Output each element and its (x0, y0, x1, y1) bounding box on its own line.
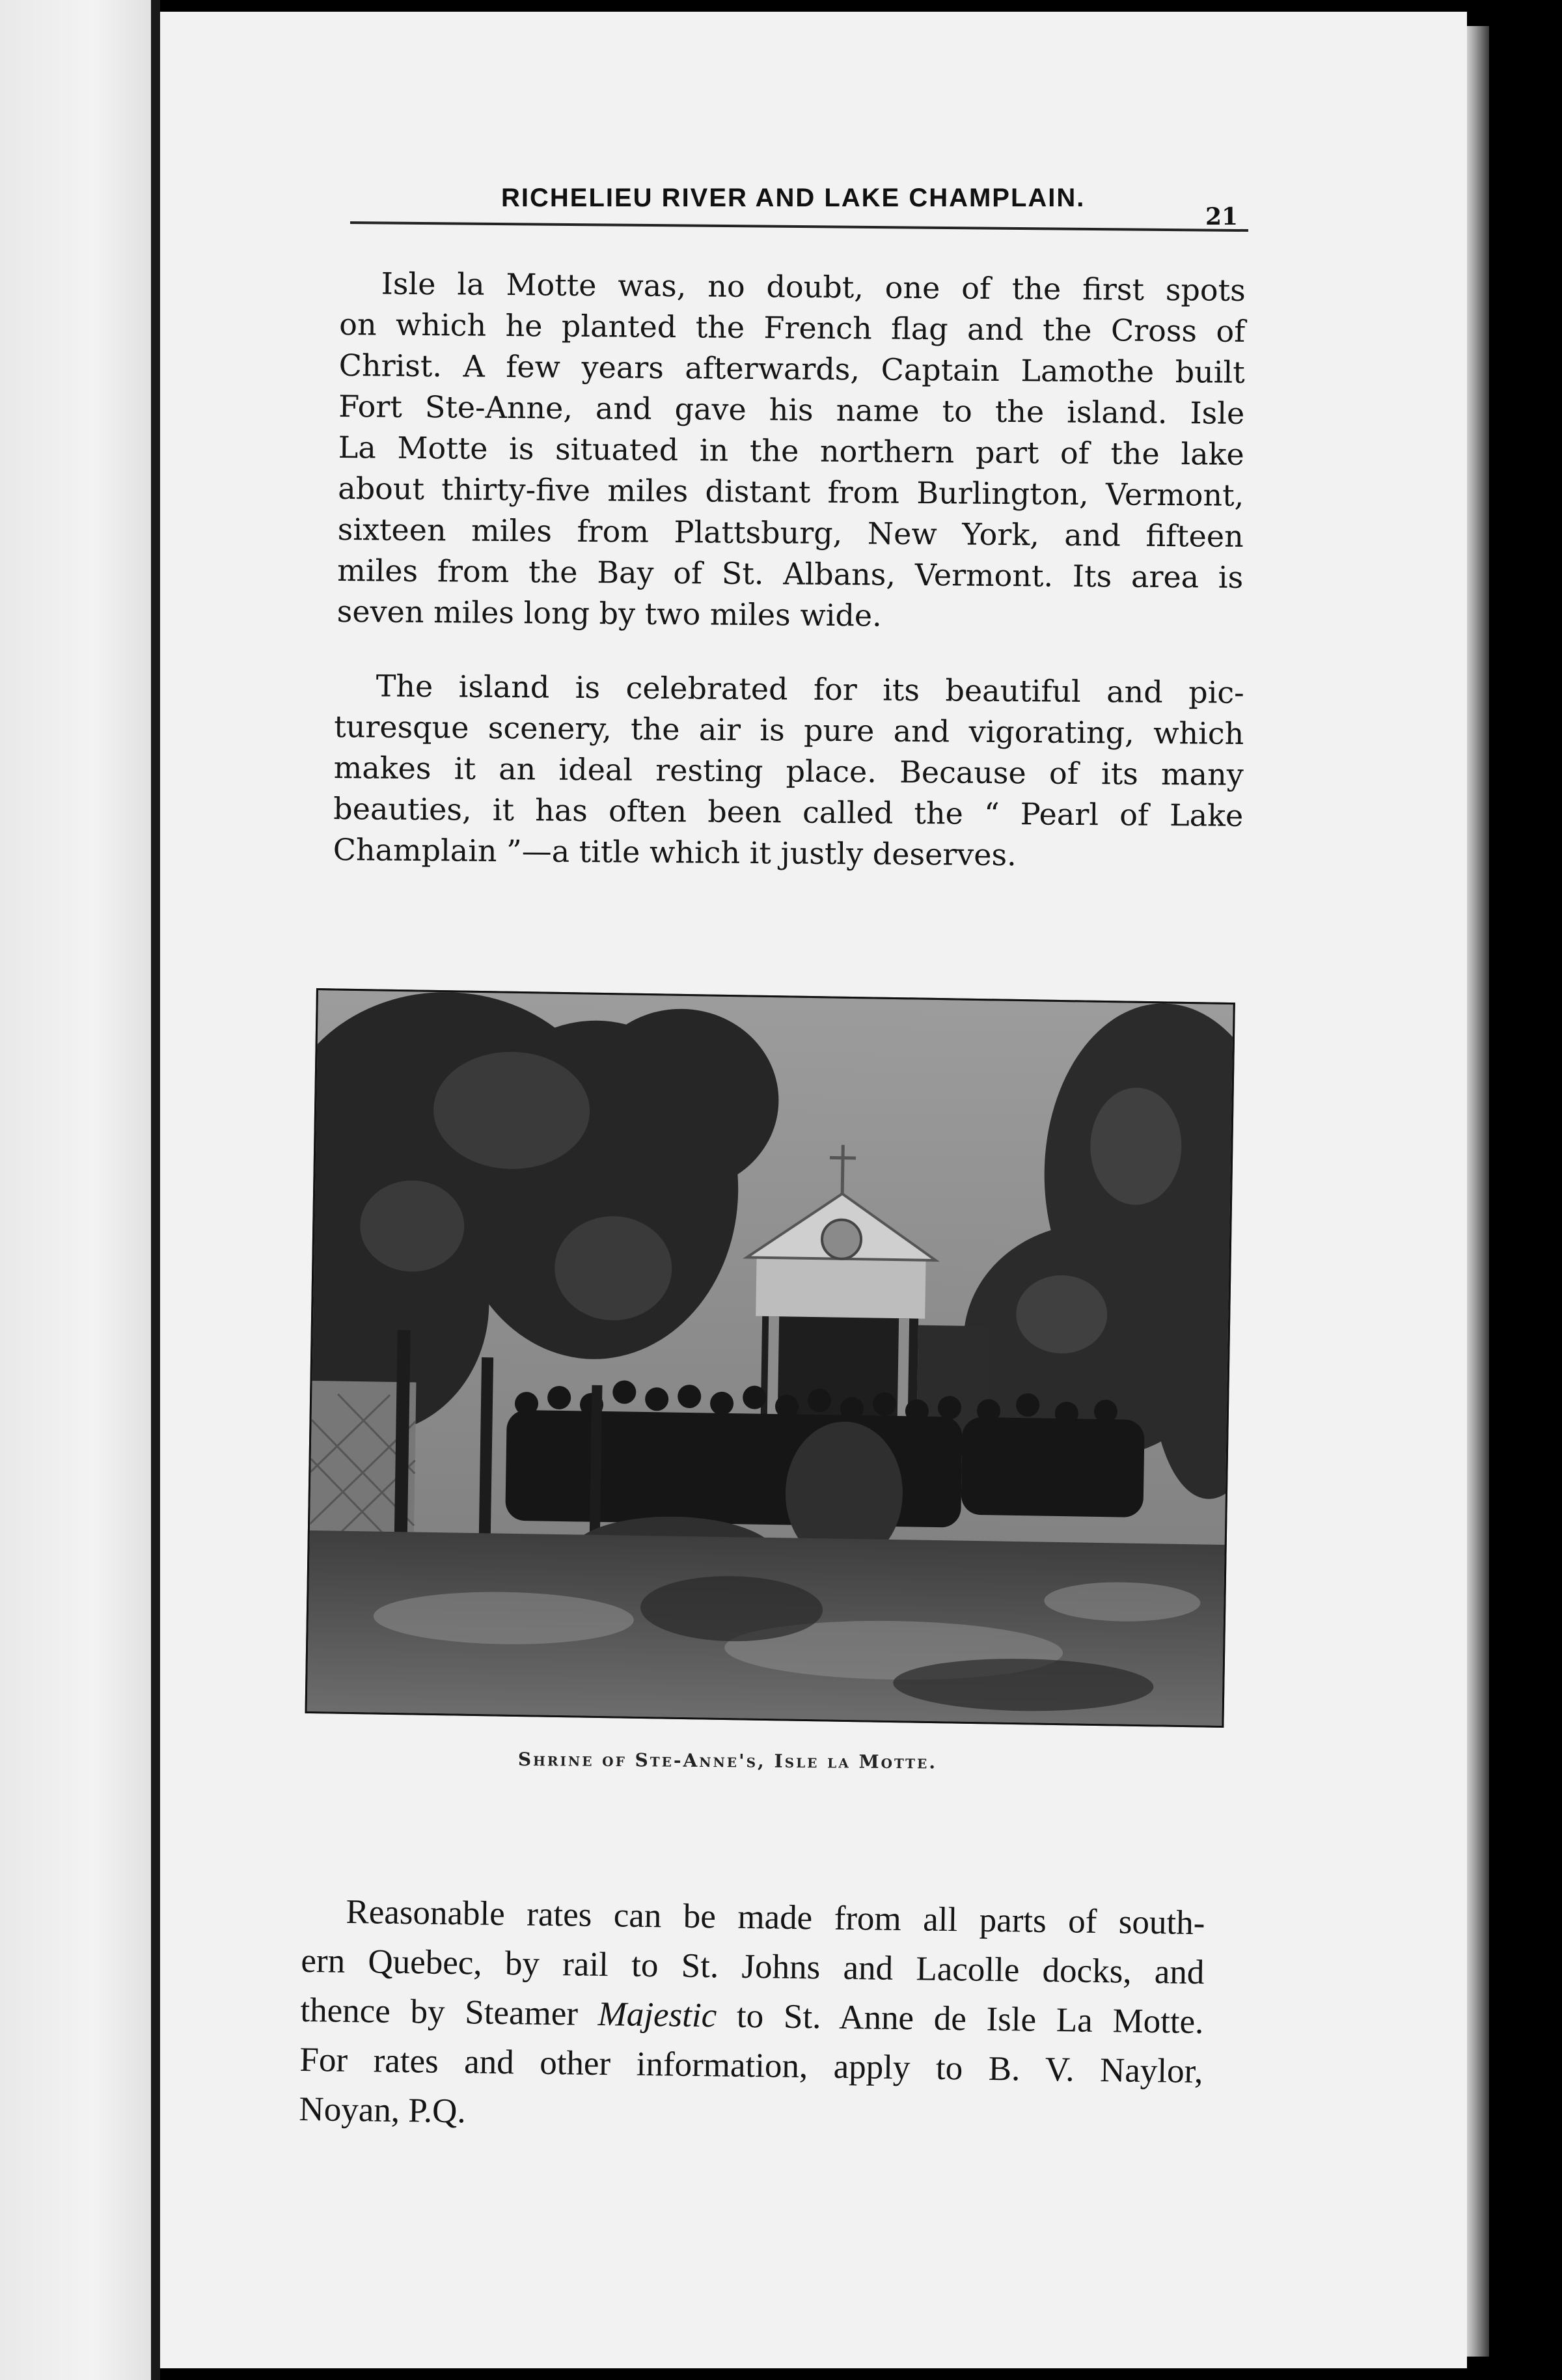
scan-background (1489, 0, 1562, 2380)
page-stack-edge (1467, 26, 1489, 2357)
text-line: Noyan, P.Q. (299, 2090, 467, 2131)
text-fragment: thence by Steamer (300, 1991, 599, 2033)
text-line: ern Quebec, by rail to St. Johns and Lacolle docks, and (301, 1941, 1205, 1992)
text-line: For rates and other information, apply to B. V. Naylor, (299, 2040, 1203, 2091)
page-number: 21 (1205, 203, 1239, 230)
paragraph-isle-la-motte (337, 263, 1246, 639)
facing-page-edge (0, 0, 155, 2380)
text-line: Reasonable rates can be made from all parts of south- (346, 1892, 1205, 1943)
text-line: makes it an ideal resting place. Because of its many (333, 749, 1244, 792)
text-line: sixteen miles from Plattsburg, New York, and fifteen (337, 511, 1244, 554)
book-gutter (151, 0, 160, 2380)
text-line: turesque scenery, the air is pure and vigorating, which (334, 708, 1244, 751)
text-line: La Motte is situated in the northern part of the lake (338, 429, 1244, 472)
text-line: about thirty-five miles distant from Burlington, Vermont, (338, 470, 1244, 513)
text-line: Fort Ste-Anne, and gave his name to the island. Isle (338, 388, 1245, 431)
text-line: The island is celebrated for its beautiful and pic- (376, 668, 1244, 710)
text-line: Isle la Motte was, no doubt, one of the first spots (381, 266, 1246, 308)
paragraph-rates (299, 1887, 1205, 2146)
text-line: on which he planted the French flag and the Cross of (339, 306, 1246, 349)
shrine-photograph (305, 988, 1235, 1728)
running-title: RICHELIEU RIVER AND LAKE CHAMPLAIN. (501, 184, 1086, 212)
photo-caption: Shrine of Ste-Anne's, Isle la Motte. (517, 1749, 938, 1773)
text-fragment: to St. Anne de Isle La Motte. (716, 1997, 1204, 2041)
paragraph-island-scenery (333, 665, 1244, 878)
text-line: miles from the Bay of St. Albans, Vermont. Its area is (337, 552, 1244, 595)
text-line: seven miles long by two miles wide. (336, 593, 882, 633)
text-line: Christ. A few years afterwards, Captain Lamothe built (338, 347, 1245, 390)
text-line: beauties, it has often been called the “ Pearl of Lake (333, 790, 1244, 833)
steamer-name: Majestic (597, 1995, 717, 2035)
text-line: Champlain ”—a title which it justly deserves. (333, 831, 1017, 873)
